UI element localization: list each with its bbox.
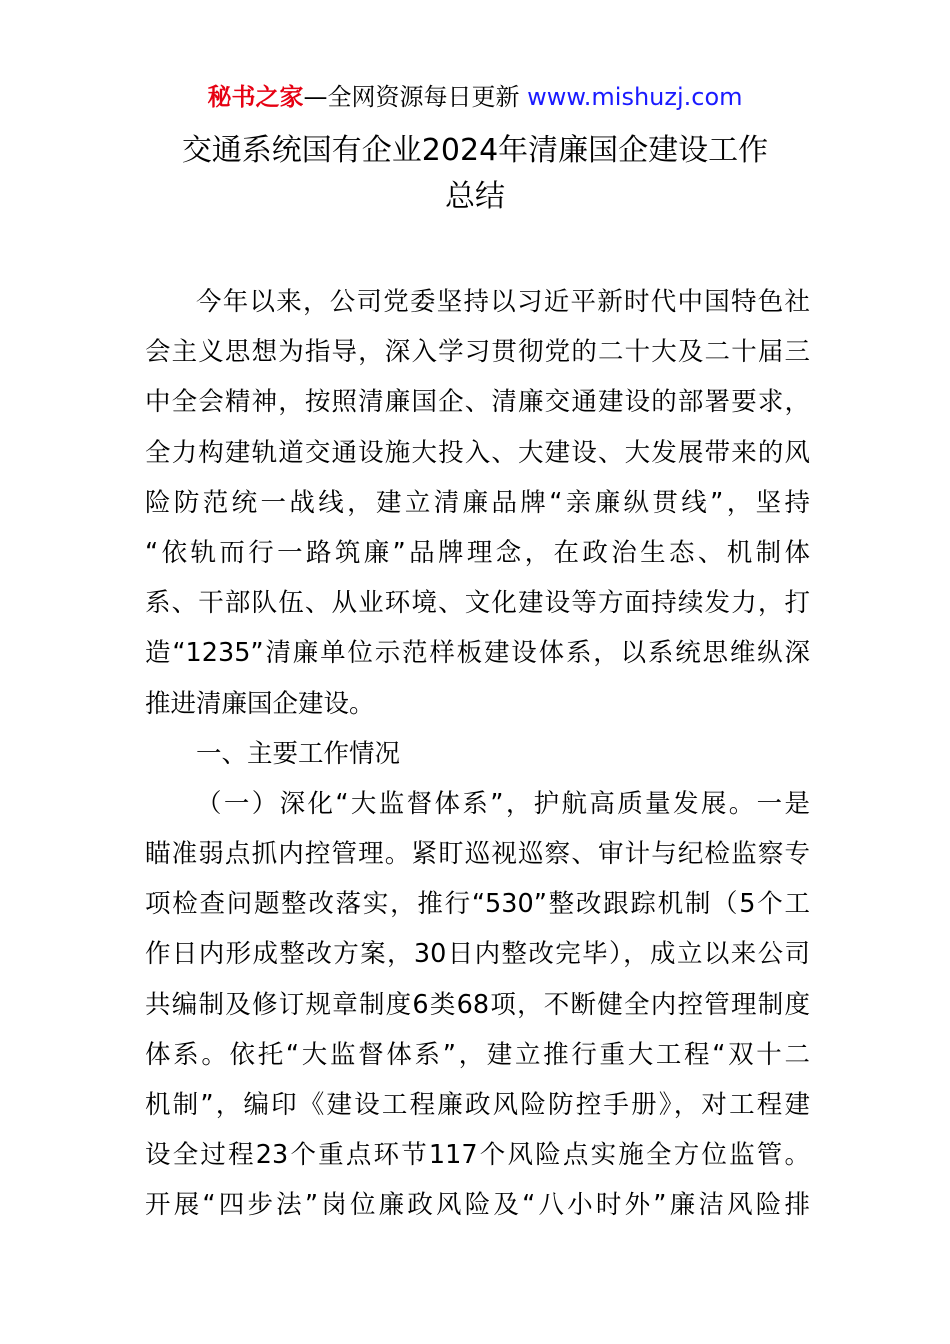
body-line: 中全会精神，按照清廉国企、清廉交通建设的部署要求， — [145, 387, 810, 418]
body-line: 瞄准弱点抓内控管理。紧盯巡视巡察、审计与纪检监察专 — [145, 839, 810, 870]
body-line: （一）深化“大监督体系”，护航高质量发展。一是 — [196, 788, 810, 819]
body-line: 作日内形成整改方案，30日内整改完毕），成立以来公司 — [145, 939, 810, 970]
body-line: 机制”，编印《建设工程廉政风险防控手册》，对工程建 — [145, 1090, 810, 1120]
site-url-link[interactable]: www.mishuzj.com — [527, 83, 743, 111]
body-line: 共编制及修订规章制度6类68项，不断健全内控管理制度 — [145, 989, 810, 1020]
body-line: 体系。依托“大监督体系”，建立推行重大工程“双十二 — [145, 1039, 810, 1070]
title-line: 交通系统国有企业2024年清廉国企建设工作 — [181, 133, 769, 168]
section-heading: 一、主要工作情况 — [196, 738, 401, 769]
body-line: 设全过程23个重点环节117个风险点实施全方位监管。 — [145, 1140, 810, 1171]
title-line: 总结 — [445, 179, 505, 214]
body-line: 系、干部队伍、从业环境、文化建设等方面持续发力，打 — [145, 588, 810, 619]
body-line: 造“1235”清廉单位示范样板建设体系，以系统思维纵深 — [145, 638, 810, 669]
body-line: 险防范统一战线，建立清廉品牌“亲廉纵贯线”，坚持 — [145, 487, 810, 518]
body-line: 全力构建轨道交通设施大投入、大建设、大发展带来的风 — [145, 437, 810, 468]
site-tagline: —全网资源每日更新 — [303, 83, 520, 111]
body-line: “依轨而行一路筑廉”品牌理念，在政治生态、机制体 — [145, 537, 810, 568]
document-body — [145, 277, 810, 1231]
site-header — [0, 80, 950, 114]
body-line: 推进清廉国企建设。 — [145, 688, 375, 719]
site-brand: 秘书之家 — [207, 83, 304, 111]
document-title — [0, 128, 950, 220]
body-line: 今年以来，公司党委坚持以习近平新时代中国特色社 — [196, 287, 810, 317]
body-line: 项检查问题整改落实，推行“530”整改跟踪机制（5个工 — [145, 889, 810, 920]
body-line: 会主义思想为指导，深入学习贯彻党的二十大及二十届三 — [145, 337, 810, 368]
body-line: 开展“四步法”岗位廉政风险及“八小时外”廉洁风险排 — [145, 1190, 810, 1221]
